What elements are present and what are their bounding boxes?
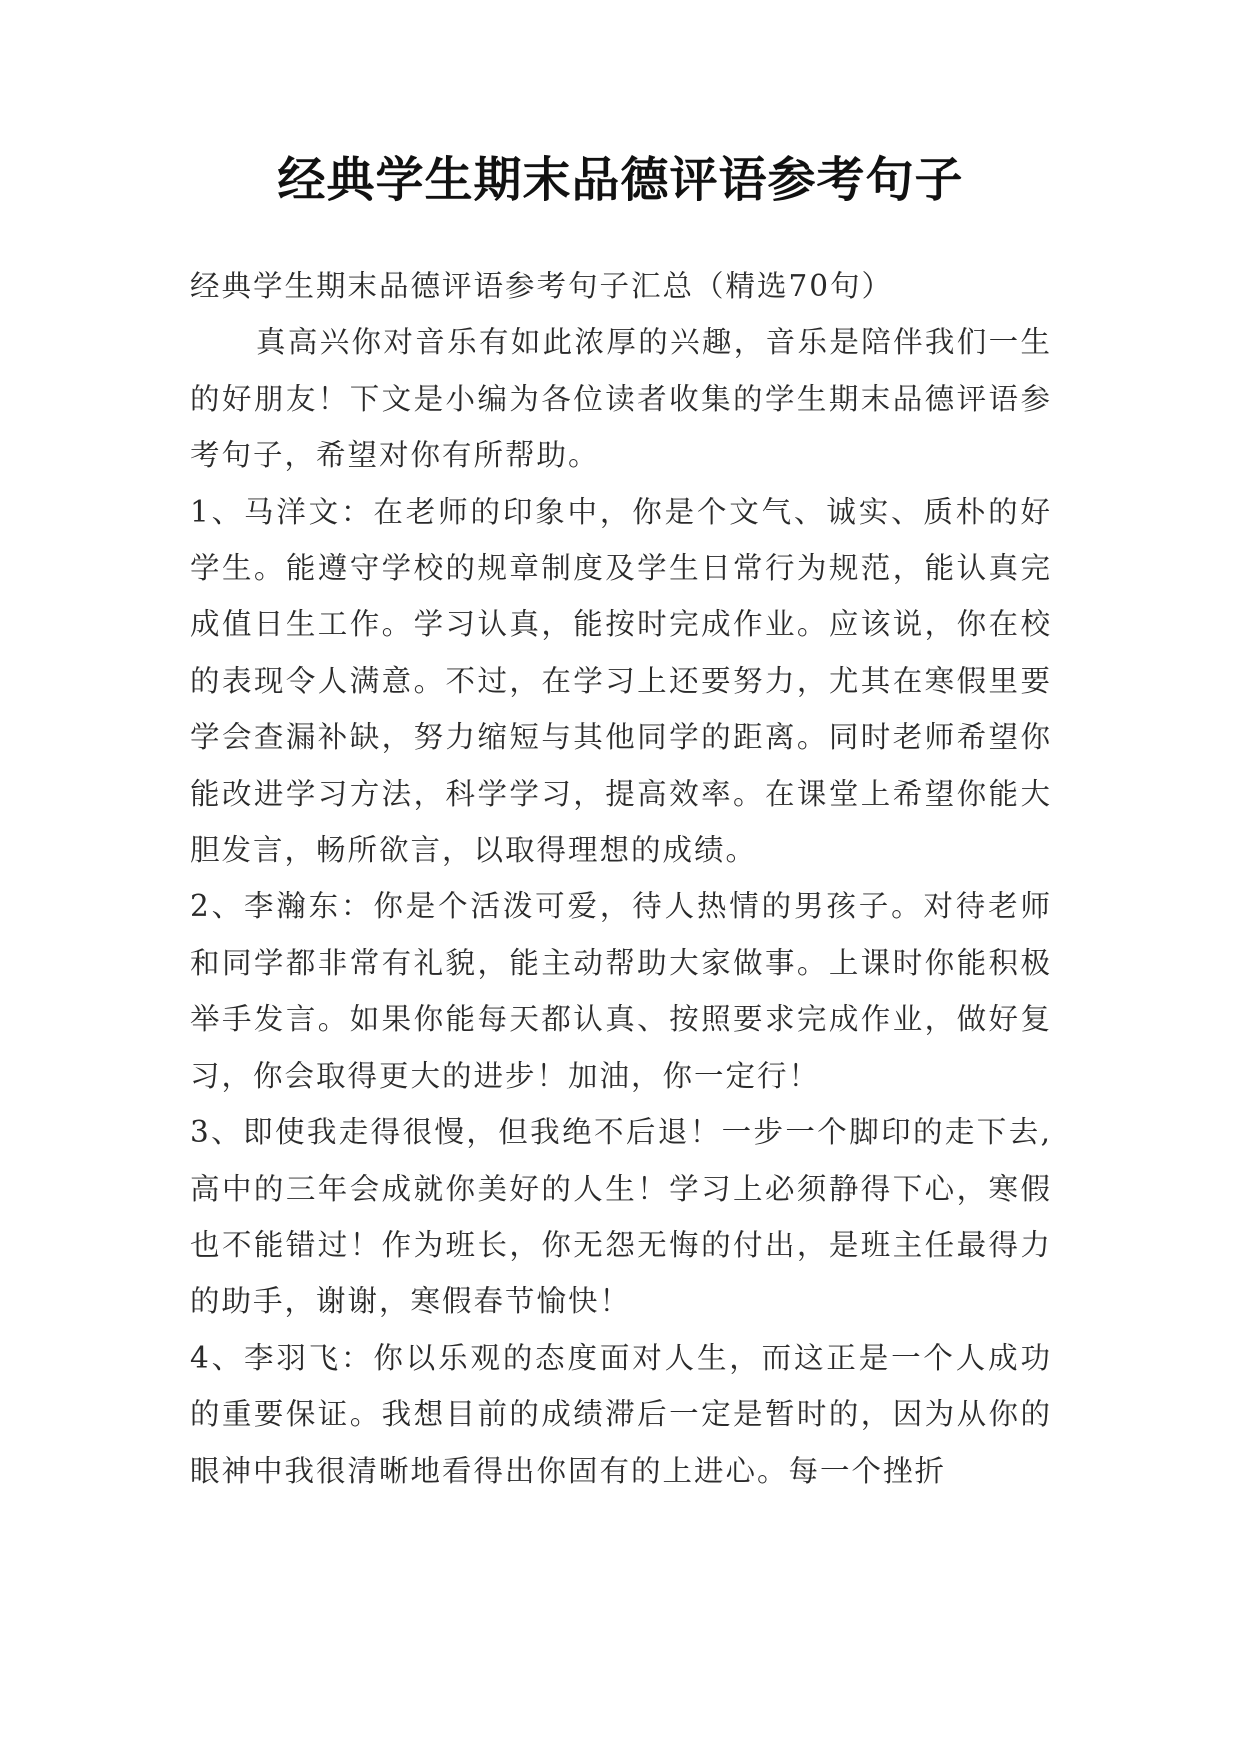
document-subtitle: 经典学生期末品德评语参考句子汇总（精选70句） <box>190 269 894 303</box>
comment-item-2: 2、李瀚东：你是个活泼可爱，待人热情的男孩子。对待老师和同学都非常有礼貌，能主动帮助大家做事。上课时你能积极举手发言。如果你能每天都认真、按照要求完成作业，做好复习，你会取得更大的进步！加油，你一定行！ <box>190 889 1052 1093</box>
document-body <box>190 258 1052 1499</box>
comment-item-3: 3、即使我走得很慢，但我绝不后退！一步一个脚印的走下去,高中的三年会成就你美好的人生！学习上必须静得下心，寒假也不能错过！作为班长，你无怨无悔的付出，是班主任最得力的助手，谢谢，寒假春节愉快！ <box>190 1115 1052 1319</box>
comment-item-4: 4、李羽飞：你以乐观的态度面对人生，而这正是一个人成功的重要保证。我想目前的成绩滞后一定是暂时的，因为从你的眼神中我很清晰地看得出你固有的上进心。每一个挫折 <box>190 1340 1052 1488</box>
comment-item-1: 1、马洋文：在老师的印象中，你是个文气、诚实、质朴的好学生。能遵守学校的规章制度及学生日常行为规范，能认真完成值日生工作。学习认真，能按时完成作业。应该说，你在校的表现令人满意。不过，在学习上还要努力，尤其在寒假里要学会查漏补缺，努力缩短与其他同学的距离。同时老师希望你能改进学习方法，科学学习，提高效率。在课堂上希望你能大胆发言，畅所欲言，以取得理想的成绩。 <box>190 494 1052 868</box>
document-title: 经典学生期末品德评语参考句子 <box>277 152 964 208</box>
intro-paragraph: 真高兴你对音乐有如此浓厚的兴趣，音乐是陪伴我们一生的好朋友！下文是小编为各位读者收集的学生期末品德评语参考句子，希望对你有所帮助。 <box>190 325 1052 473</box>
